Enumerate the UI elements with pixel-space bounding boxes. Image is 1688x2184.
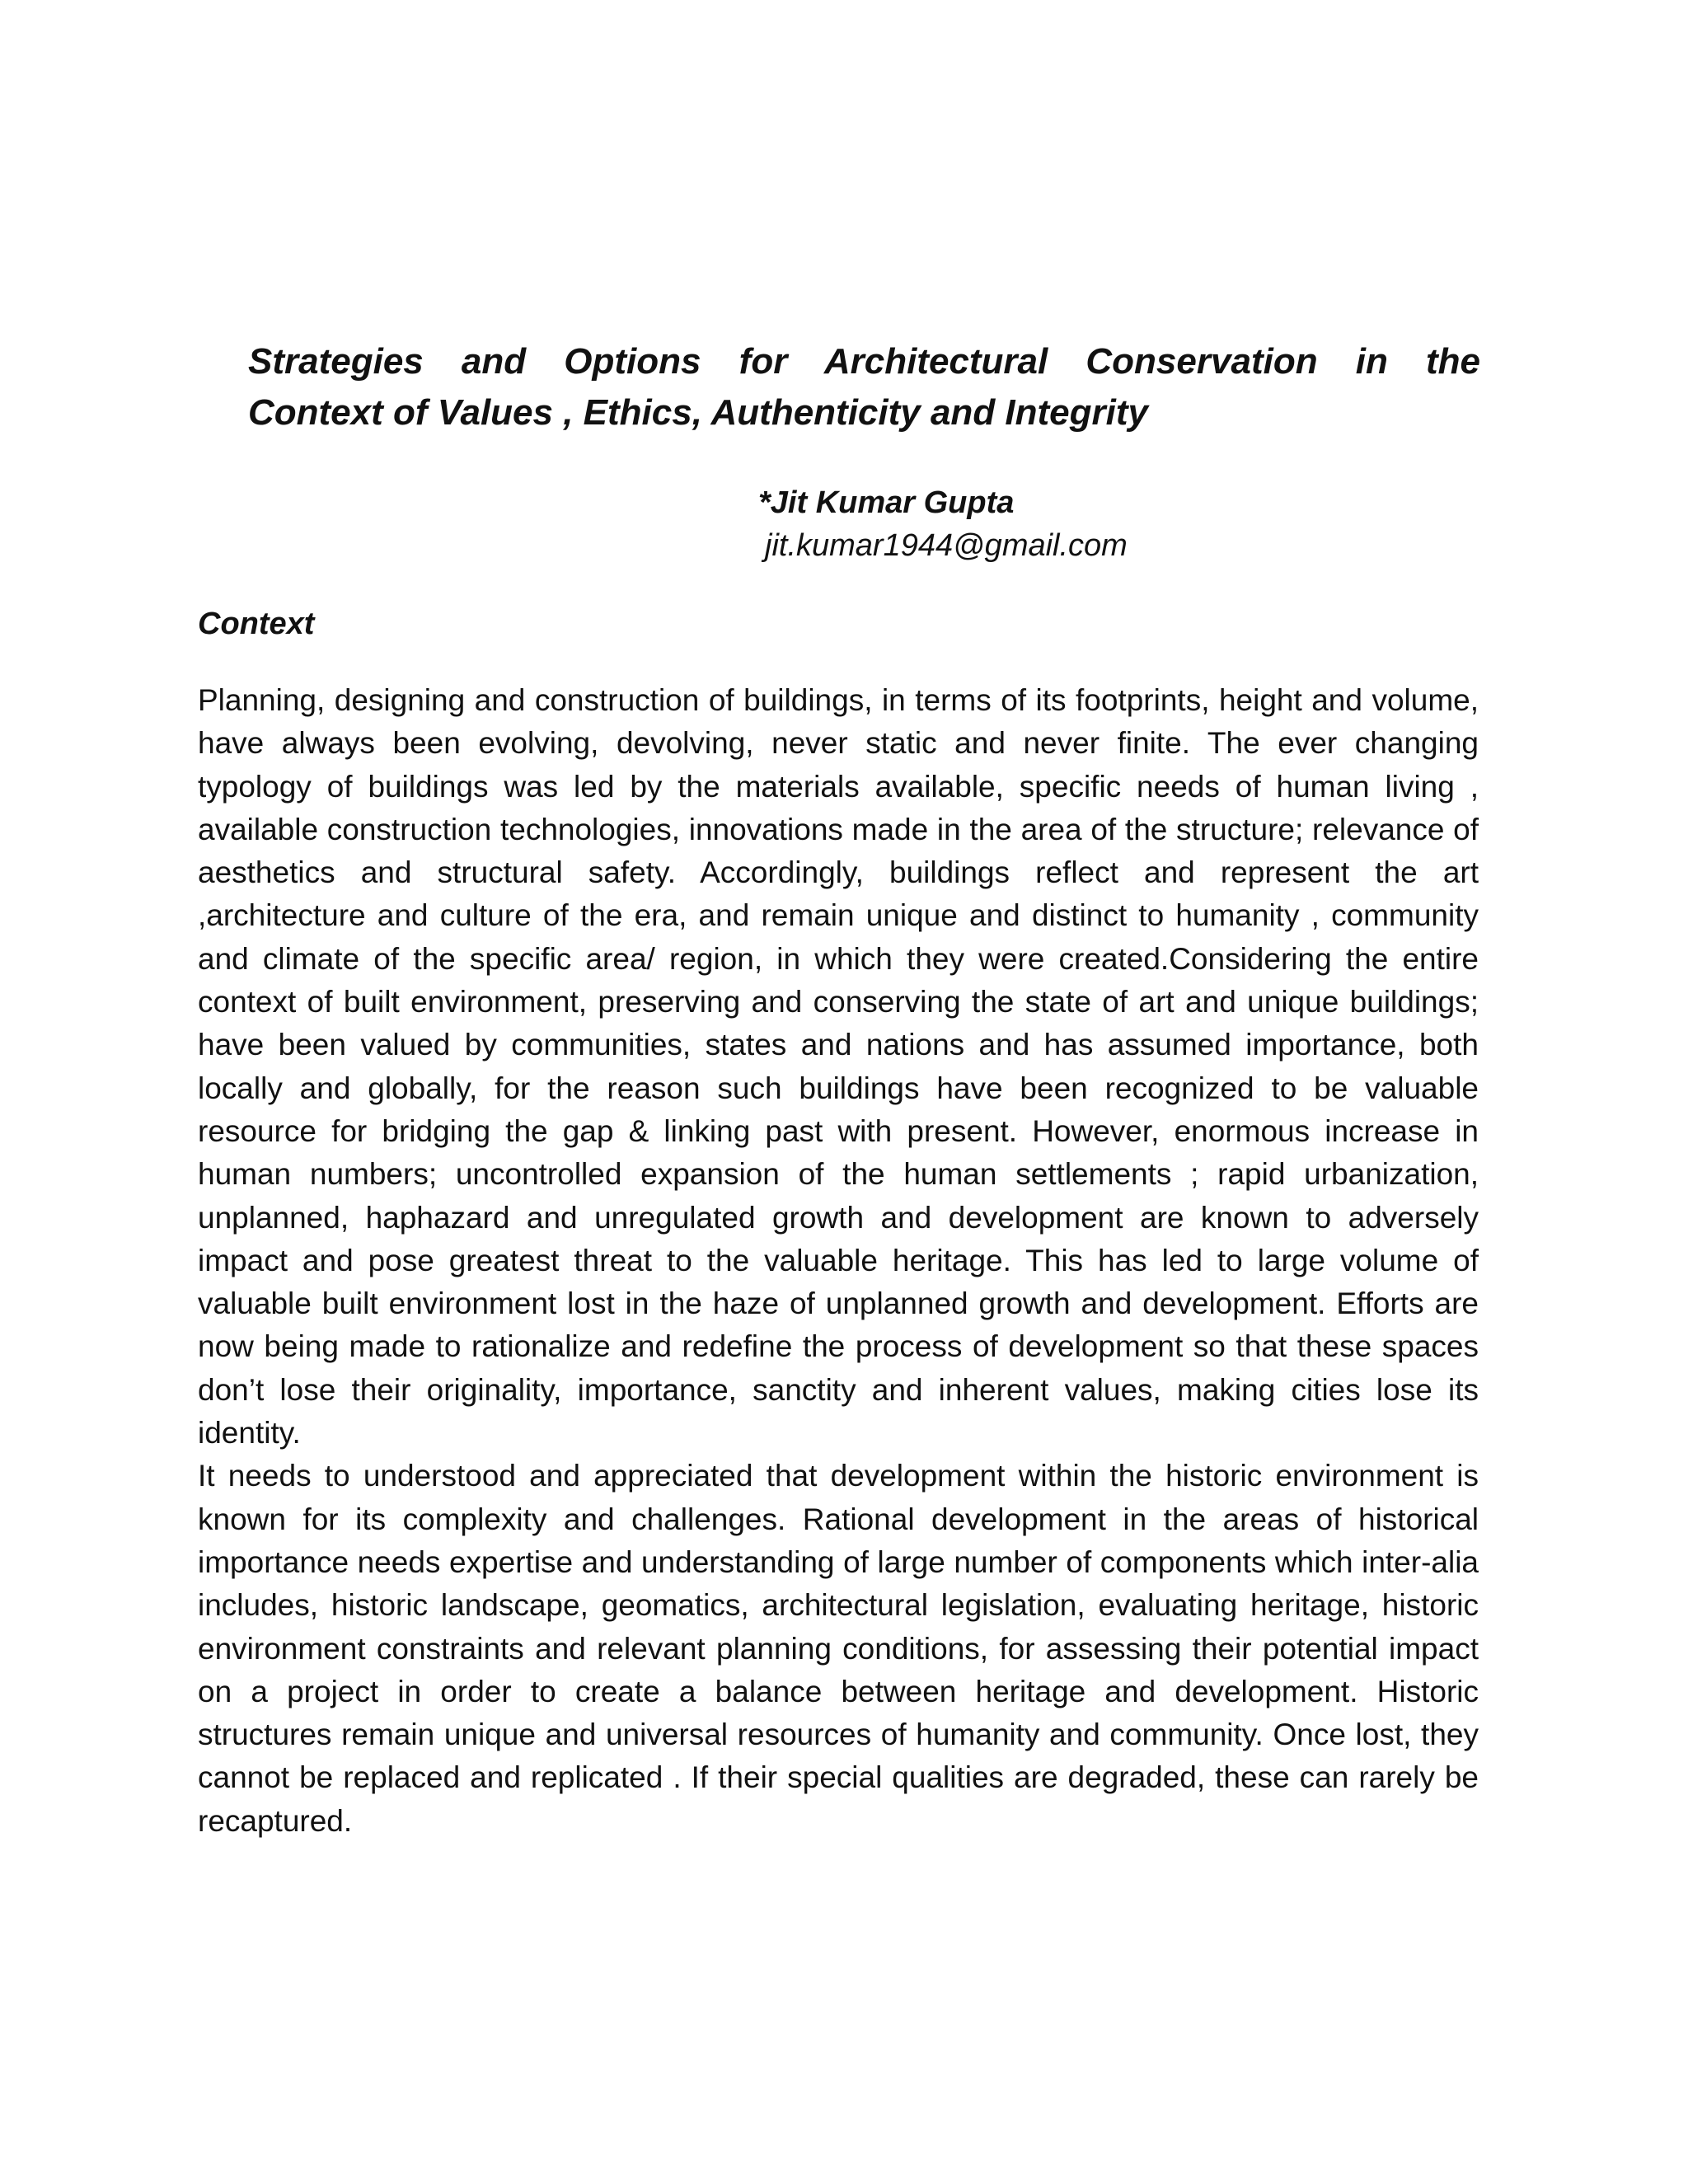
paragraph-1: Planning, designing and construction of buildings, in terms of its footprints, height and volume, have always been evolving, devolving, never static and never finite. The ever changing typology of buildings was led by the materials available, specific needs of human living , available construction technologies, innovations made in the area of the structure; relevance of aesthetics and structural safety. Accordingly, buildings reflect and represent the art ,architecture and culture of the era, and remain unique and distinct to humanity , community and climate of the specific area/ region, in which they were created.Considering the entire context of built environment, preserving and conserving the state of art and unique buildings; have been valued by communities, states and nations and has assumed importance, both locally and globally, for the reason such buildings have been recognized to be valuable resource for bridging the gap & linking past with present. However, enormous increase in human numbers; uncontrolled expansion of the human settlements ; rapid urbanization, unplanned, haphazard and unregulated growth and development are known to adversely impact and pose greatest threat to the valuable heritage. This has led to large volume of valuable built environment lost in the haze of unplanned growth and development. Efforts are now being made to rationalize and redefine the process of development so that these spaces don’t lose their originality, importance, sanctity and inherent values, making cities lose its identity. (198, 683, 1479, 1451)
title-block (248, 336, 1480, 438)
body-text (198, 679, 1479, 1843)
title-line-2: Context of Values , Ethics, Authenticity and Integrity (248, 392, 1148, 433)
paragraph-2: It needs to understood and appreciated that development within the historic environment is known for its complexity and challenges. Rational development in the areas of historical importance needs expertise and understanding of large number of components which inter-alia includes, historic landscape, geomatics, architectural legislation, evaluating heritage, historic environment constraints and relevant planning conditions, for assessing their potential impact on a project in order to create a balance between heritage and development. Historic structures remain unique and universal resources of humanity and community. Once lost, they cannot be replaced and replicated . If their special qualities are degraded, these can rarely be recaptured. (198, 1459, 1479, 1838)
author-block (758, 481, 1335, 567)
title-line-1: Strategies and Options for Architectural Conservation in the (248, 341, 1480, 382)
author-email: jit.kumar1944@gmail.com (765, 528, 1128, 563)
author-name: *Jit Kumar Gupta (758, 485, 1015, 520)
document-title (248, 336, 1480, 438)
section-heading-context: Context (198, 607, 315, 641)
